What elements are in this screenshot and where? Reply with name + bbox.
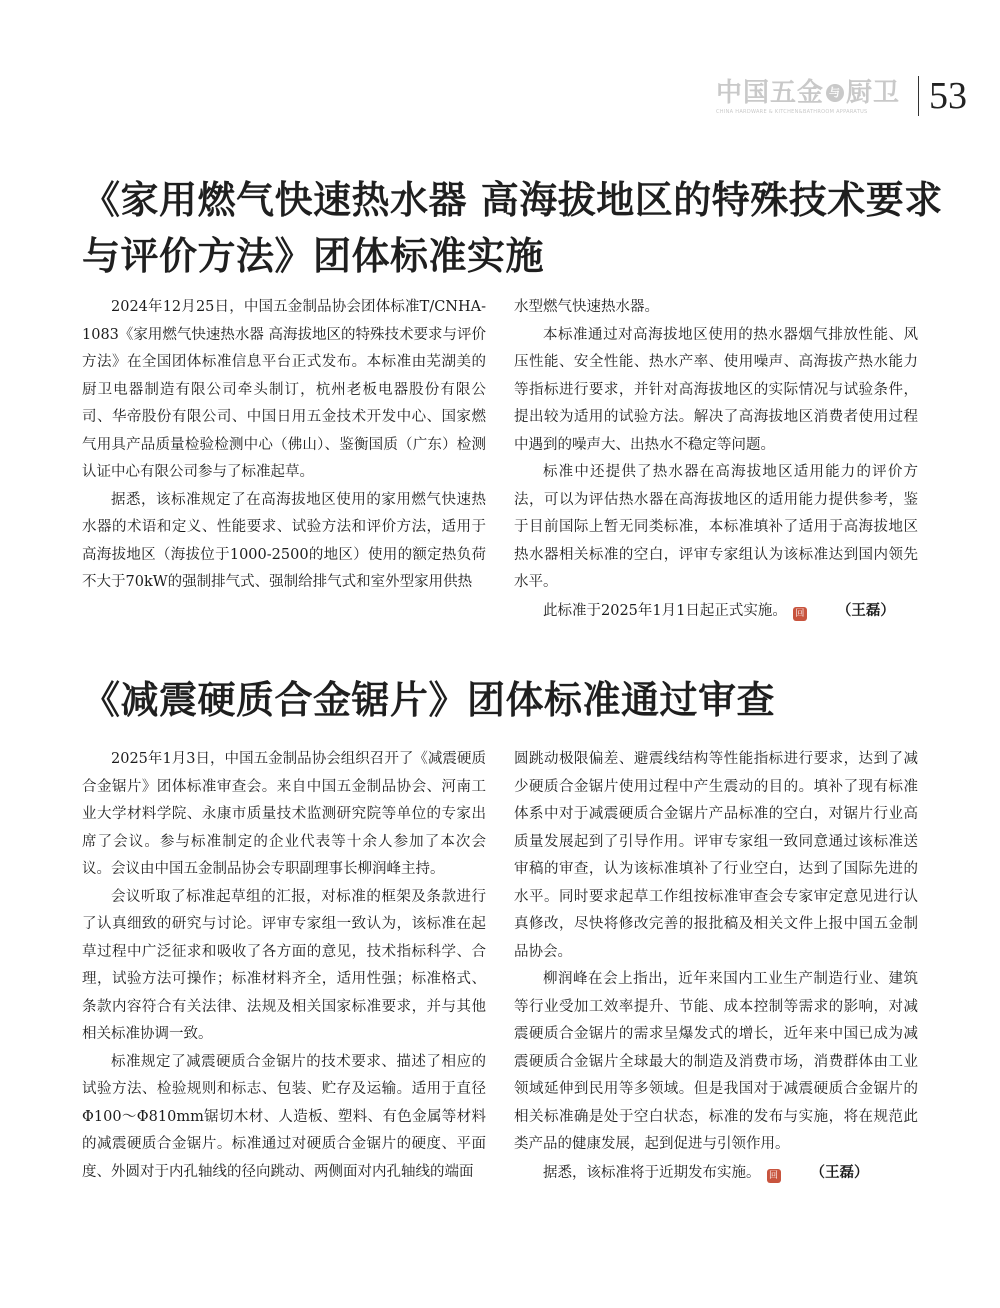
article-1-right-column bbox=[514, 294, 918, 625]
article-2-title: 《减震硬质合金锯片》团体标准通过审查 bbox=[82, 678, 776, 722]
article-2-paragraph: 标准规定了减震硬质合金锯片的技术要求、描述了相应的试验方法、检验规则和标志、包装、贮存及运输。适用于直径Φ100～Φ810mm锯切木材、人造板、塑料、有色金属等材料的减震硬质合金锯片。标准通过对硬质合金锯片的硬度、平面度、外圆对于内孔轴线的径向跳动、两侧面对内孔轴线的端面 bbox=[82, 1053, 486, 1180]
article-2-paragraph: 2025年1月3日，中国五金制品协会组织召开了《减震硬质合金锯片》团体标准审查会。来自中国五金制品协会、河南工业大学材料学院、永康市质量技术监测研究院等单位的专家出席了会议。参与标准制定的企业代表等十余人参加了本次会议。会议由中国五金制品协会专职副理事长柳润峰主持。 bbox=[82, 751, 486, 877]
article-1-paragraph: 2024年12月25日，中国五金制品协会团体标准T/CNHA-1083《家用燃气快速热水器 高海拔地区的特殊技术要求与评价方法》在全国团体标准信息平台正式发布。本标准由芜湖美的厨卫电器制造有限公司牵头制订，杭州老板电器股份有限公司、华帝股份有限公司、中国日用五金技术开发中心、国家燃气用具产品质量检验检测中心（佛山）、鉴衡国质（广东）检测认证中心有限公司参与了标准起草。 bbox=[82, 299, 487, 480]
article-1-paragraph: 标准中还提供了热水器在高海拔地区适用能力的评价方法，可以为评估热水器在高海拔地区的适用能力提供参考，鉴于目前国际上暂无同类标准，本标准填补了适用于高海拔地区热水器相关标准的空白，评审专家组认为该标准达到国内领先水平。 bbox=[514, 464, 918, 590]
header-divider bbox=[918, 76, 919, 116]
article-1-author: （王磊） bbox=[836, 601, 895, 619]
article-2-closing bbox=[514, 1159, 918, 1188]
article-1-paragraph: 本标准通过对高海拔地区使用的热水器烟气排放性能、风压性能、安全性能、热水产率、使用噪声、高海拔产热水能力等指标进行要求，并针对高海拔地区的实际情况与试验条件，提出较为适用的试验方法。解决了高海拔地区消费者使用过程中遇到的噪声大、出热水不稳定等问题。 bbox=[514, 326, 918, 453]
article-1-paragraph: 据悉，该标准规定了在高海拔地区使用的家用燃气快速热水器的术语和定义、性能要求、试验方法和评价方法，适用于高海拔地区（海拔位于1000-2500的地区）使用的额定热负荷不大于70kW的强制排气式、强制给排气式和室外型家用供热 bbox=[82, 491, 486, 590]
end-mark-icon: 回 bbox=[793, 607, 807, 621]
article-2-paragraph: 柳润峰在会上指出，近年来国内工业生产制造行业、建筑等行业受加工效率提升、节能、成本控制等需求的影响，对减震硬质合金锯片的需求呈爆发式的增长，近年来中国已成为减震硬质合金锯片全球最大的制造及消费市场，消费群体由工业领域延伸到民用等多领域。但是我国对于减震硬质合金锯片的相关标准确是处于空白状态，标准的发布与实施，将在规范此类产品的健康发展，起到促进与引领作用。 bbox=[514, 971, 918, 1152]
article-1-closing-text: 此标准于2025年1月1日起正式实施。 bbox=[543, 602, 787, 619]
article-2-right-column bbox=[514, 746, 918, 1187]
logo-subtitle: CHINA HARDWARE & KITCHEN&BATHROOM APPARATUS bbox=[716, 108, 868, 115]
article-2-closing-text: 据悉，该标准将于近期发布实施。 bbox=[543, 1164, 761, 1181]
page-number: 53 bbox=[929, 75, 968, 117]
logo-ring-icon: 与 bbox=[826, 84, 844, 102]
article-1-paragraph-continued: 水型燃气快速热水器。 bbox=[514, 299, 659, 315]
article-1-title: 《家用燃气快速热水器 高海拔地区的特殊技术要求与评价方法》团体标准实施 bbox=[82, 178, 943, 278]
logo-text-left: 中国五金 bbox=[716, 77, 825, 108]
article-1-closing bbox=[514, 597, 918, 626]
article-2-paragraph-continued: 圆跳动极限偏差、避震线结构等性能指标进行要求，达到了减少硬质合金锯片使用过程中产生震动的目的。填补了现有标准体系中对于减震硬质合金锯片产品标准的空白，对锯片行业高质量发展起到了引导作用。评审专家组一致同意通过该标准送审稿的审查，认为该标准填补了行业空白，达到了国际先进的水平。同时要求起草工作组按标准审查会专家审定意见进行认真修改，尽快将修改完善的报批稿及相关文件上报中国五金制品协会。 bbox=[514, 751, 918, 960]
end-mark-icon: 回 bbox=[767, 1169, 781, 1183]
magazine-logo bbox=[716, 78, 900, 115]
article-1-body bbox=[82, 294, 918, 625]
logo-text-right: 厨卫 bbox=[846, 77, 901, 108]
article-2-left-column bbox=[82, 746, 486, 1187]
article-2-body bbox=[82, 746, 918, 1187]
article-1-left-column bbox=[82, 294, 486, 625]
article-2-author: （王磊） bbox=[810, 1163, 869, 1181]
page-header bbox=[716, 74, 967, 118]
article-2-paragraph: 会议听取了标准起草组的汇报，对标准的框架及条款进行了认真细致的研究与讨论。评审专家组一致认为，该标准在起草过程中广泛征求和吸收了各方面的意见，技术指标科学、合理，试验方法可操作；标准材料齐全，适用性强；标准格式、条款内容符合有关法律、法规及相关国家标准要求，并与其他相关标准协调一致。 bbox=[82, 888, 486, 1042]
